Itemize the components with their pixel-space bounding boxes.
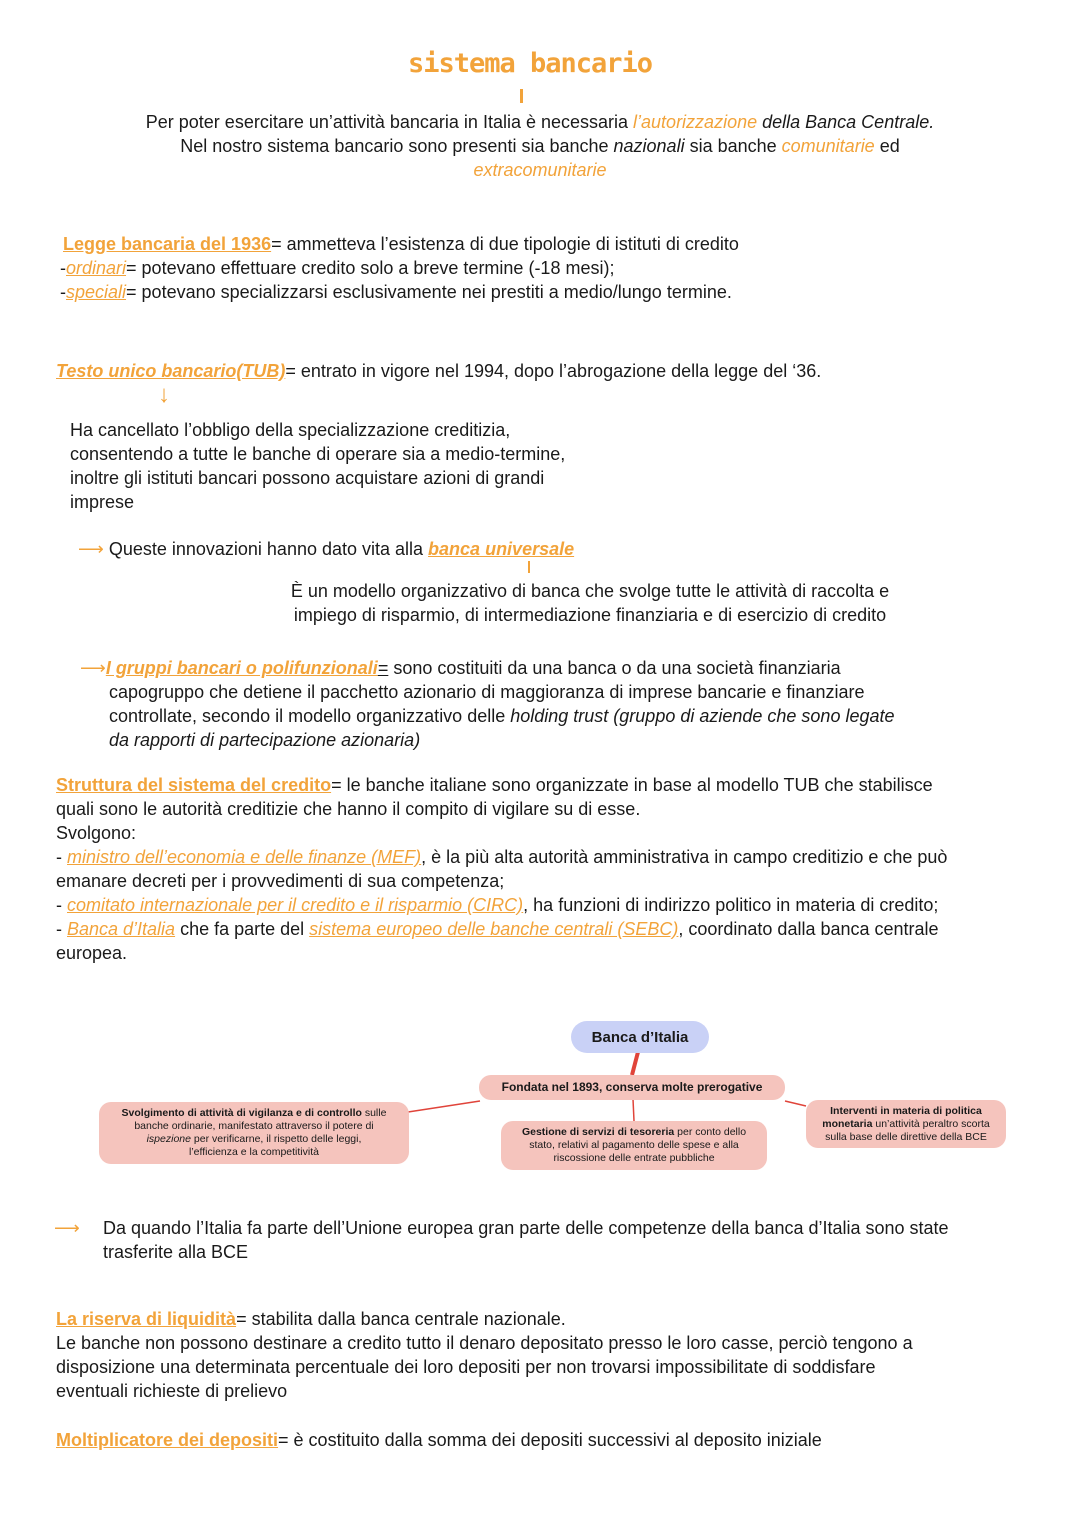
universale-def-line: È un modello organizzativo di banca che svolge tutte le attività di raccolta e: [290, 581, 890, 601]
moltiplicatore-line: [56, 1428, 822, 1452]
mid-node-text: per conto dello: [674, 1126, 747, 1138]
tub-desc-line: imprese: [70, 492, 135, 512]
riserva-line: disposizione una determinata percentuale dei loro depositi per non trovarsi impossibilitate di soddisfare: [56, 1357, 876, 1377]
dash: -: [56, 847, 67, 867]
holding-trust: holding trust (gruppo di aziende che sono legate: [510, 706, 895, 726]
riserva-def: = stabilita dalla banca centrale nazionale.: [236, 1309, 566, 1329]
mef-term: ministro dell’economia e delle finanze (MEF): [67, 847, 422, 867]
bce-line: trasferite alla BCE: [103, 1242, 249, 1262]
left-node-text: banche ordinarie, manifestato attraverso il potere di: [134, 1120, 374, 1132]
universale-line: [78, 537, 574, 561]
down-arrow-icon: ↓: [158, 381, 170, 408]
legge-1936-term: Legge bancaria del 1936: [63, 234, 272, 254]
universale-text: Queste innovazioni hanno dato vita alla: [108, 539, 429, 559]
intro-text: Nel nostro sistema bancario sono presenti sia banche: [180, 136, 614, 156]
banca-universale-term: banca universale: [428, 539, 575, 559]
bdi-text: , coordinato dalla banca centrale: [678, 919, 939, 939]
gruppi-text-line: capogruppo che detiene il pacchetto azionario di maggioranza di imprese bancarie e finanziare: [109, 682, 865, 702]
intro-autorizzazione: l’autorizzazione: [633, 112, 758, 132]
intro-text: della Banca Centrale.: [757, 112, 935, 132]
mef-line-2: emanare decreti per i provvedimenti di sua competenza;: [56, 871, 505, 891]
bce-line: Da quando l’Italia fa parte dell’Unione europea gran parte delle competenze della banca d’Italia sono state: [103, 1218, 949, 1238]
diagram-left-node: [99, 1102, 409, 1164]
mid-connector: [633, 1099, 634, 1121]
intro-nazionali: nazionali: [613, 136, 685, 156]
tub-def: = entrato in vigore nel 1994, dopo l’abrogazione della legge del ‘36.: [285, 361, 822, 381]
dash: -: [56, 919, 67, 939]
left-connector: [408, 1101, 480, 1112]
intro-line-2: [0, 134, 1080, 158]
mid-node-text: riscossione delle entrate pubbliche: [553, 1152, 715, 1164]
bce-text: [103, 1216, 1063, 1264]
left-node-text: l’efficienza e la competitività: [189, 1146, 319, 1158]
struttura-line: [56, 773, 1056, 797]
gruppi-term: I gruppi bancari o polifunzionali: [105, 658, 378, 678]
speciali-line: [60, 280, 732, 304]
riserva-line: eventuali richieste di prelievo: [56, 1381, 288, 1401]
bdi-text: che fa parte del: [175, 919, 310, 939]
right-node-bold: monetaria: [822, 1117, 873, 1130]
gruppi-text-line: da rapporti di partecipazione azionaria): [109, 730, 421, 750]
struttura-block: [56, 773, 1056, 965]
tub-term: Testo unico bancario(TUB): [56, 361, 286, 381]
diagram-mid-node: [501, 1121, 767, 1170]
intro-comunitarie: comunitarie: [781, 136, 875, 156]
sebc-term: sistema europeo delle banche centrali (SEBC): [309, 919, 679, 939]
speciali-def: = potevano specializzarsi esclusivamente nei prestiti a medio/lungo termine.: [126, 282, 732, 302]
tub-desc-line: consentendo a tutte le banche di operare sia a medio-termine,: [70, 444, 566, 464]
moltiplicatore-def: = è costituito dalla somma dei depositi successivi al deposito iniziale: [278, 1430, 822, 1450]
intro-text: Per poter esercitare un’attività bancaria in Italia è necessaria: [145, 112, 634, 132]
riserva-line: Le banche non possono destinare a credito tutto il denaro depositato presso le loro casse, perciò tengono a: [56, 1333, 913, 1353]
circ-def: , ha funzioni di indirizzo politico in materia di credito;: [523, 895, 939, 915]
left-node-text: sulle: [361, 1107, 387, 1119]
root-connector: [632, 1052, 638, 1075]
dash: -: [60, 282, 66, 302]
ordinari-term: ordinari: [66, 258, 127, 278]
gruppi-text: controllate, secondo il modello organizzativo delle: [109, 706, 511, 726]
speciali-term: speciali: [66, 282, 127, 302]
intro-line-1: [0, 110, 1080, 134]
left-node-italic: ispezione: [146, 1133, 191, 1145]
right-node-bold: Interventi in materia di politica: [830, 1104, 982, 1117]
mef-def: , è la più alta autorità amministrativa in campo creditizio e che può: [421, 847, 948, 867]
diagram-sub-node: Fondata nel 1893, conserva molte prerogative: [479, 1075, 785, 1100]
dash: -: [56, 895, 67, 915]
mid-node-text: stato, relativi al pagamento delle spese e alla: [529, 1139, 739, 1151]
bdi-line-2: europea.: [56, 943, 128, 963]
right-arrow-icon: ⟶: [78, 539, 104, 559]
universale-def: [240, 579, 940, 627]
intro-extracomunitarie: extracomunitarie: [473, 160, 607, 180]
page-title: sistema bancario: [407, 48, 653, 79]
dash: -: [60, 258, 66, 278]
universale-connector: [528, 561, 530, 573]
circ-term: comitato internazionale per il credito e il risparmio (CIRC): [67, 895, 524, 915]
equals-sign: =: [377, 658, 389, 678]
tub-line: [56, 359, 821, 383]
ordinari-def: = potevano effettuare credito solo a breve termine (-18 mesi);: [126, 258, 615, 278]
riserva-block: [56, 1307, 1056, 1403]
left-node-bold: Svolgimento di attività di vigilanza e di controllo: [121, 1107, 362, 1119]
mef-line: [56, 845, 1056, 869]
title-connector: [520, 89, 523, 103]
intro-text: sia banche: [684, 136, 782, 156]
riserva-term: La riserva di liquidità: [56, 1309, 237, 1329]
gruppi-body: [109, 680, 895, 752]
struttura-term: Struttura del sistema del credito: [56, 775, 332, 795]
left-node-text: per verificarne, il rispetto delle leggi,: [190, 1133, 362, 1145]
struttura-def: = le banche italiane sono organizzate in base al modello TUB che stabilisce: [331, 775, 933, 795]
bdi-term: Banca d’Italia: [67, 919, 176, 939]
right-arrow-icon: ⟶: [80, 658, 106, 678]
universale-def-line: impiego di risparmio, di intermediazione finanziaria e di esercizio di credito: [293, 605, 887, 625]
struttura-line: quali sono le autorità creditizie che hanno il compito di vigilare su di esse.: [56, 799, 641, 819]
ordinari-line: [60, 256, 614, 280]
tub-desc-line: inoltre gli istituti bancari possono acquistare azioni di grandi: [70, 468, 545, 488]
riserva-line: [56, 1307, 1056, 1331]
legge-1936-def: = ammetteva l’esistenza di due tipologie di istituti di credito: [271, 234, 739, 254]
bdi-line: [56, 917, 1056, 941]
gruppi-text-line: [109, 704, 895, 728]
mid-node-bold: Gestione di servizi di tesoreria: [521, 1126, 675, 1138]
circ-line: [56, 893, 1056, 917]
intro-text: ed: [874, 136, 900, 156]
gruppi-text: sono costituiti da una banca o da una società finanziaria: [388, 658, 841, 678]
legge-1936-line: [63, 232, 739, 256]
right-connector: [785, 1101, 806, 1106]
moltiplicatore-term: Moltiplicatore dei depositi: [56, 1430, 279, 1450]
right-node-text: sulla base delle direttive della BCE: [825, 1130, 987, 1143]
diagram-root-node: Banca d’Italia: [571, 1021, 709, 1053]
struttura-line: Svolgono:: [56, 823, 137, 843]
right-node-text: un’attività peraltro scorta: [872, 1117, 990, 1130]
gruppi-line-1: [80, 656, 841, 680]
tub-desc-line: Ha cancellato l’obbligo della specializzazione creditizia,: [70, 420, 511, 440]
tub-desc: [70, 418, 565, 514]
right-arrow-icon: ⟶: [54, 1218, 80, 1238]
diagram-right-node: [806, 1100, 1006, 1148]
